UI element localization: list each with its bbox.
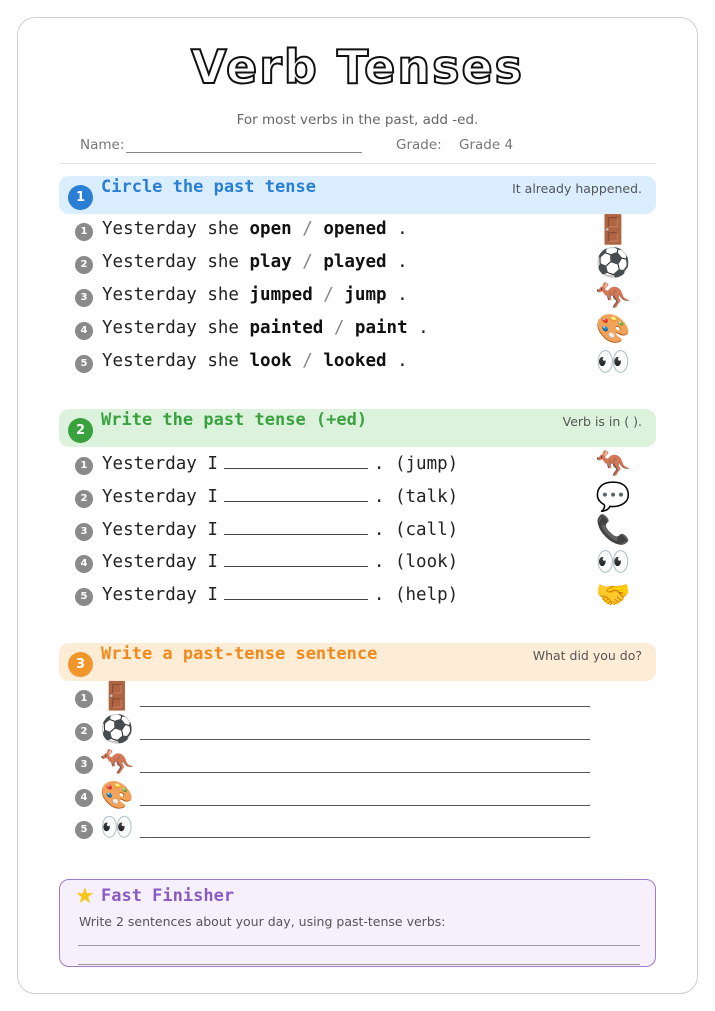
- sentence: Yesterday she look / looked .: [102, 351, 408, 371]
- soccer-ball-icon: ⚽: [100, 714, 134, 745]
- choice-b[interactable]: played: [323, 252, 387, 272]
- palette-icon: 🎨: [595, 312, 631, 345]
- choice-a[interactable]: open: [249, 219, 292, 239]
- fast-finisher-box: [59, 879, 656, 967]
- sentence: Yesterday I . (look): [102, 552, 459, 572]
- sentence: Yesterday she jumped / jump .: [102, 285, 408, 305]
- kangaroo-icon: 🦘: [595, 447, 631, 480]
- door-icon: 🚪: [100, 681, 134, 712]
- grade-label: Grade:: [396, 137, 442, 153]
- section-2-heading: Write the past tense (+ed): [101, 410, 368, 430]
- soccer-ball-icon: ⚽: [595, 246, 631, 279]
- palette-icon: 🎨: [100, 780, 134, 811]
- answer-blank[interactable]: [224, 486, 368, 502]
- phone-icon: 📞: [595, 513, 631, 546]
- sentence-line[interactable]: [140, 739, 590, 740]
- item-number: 4: [75, 555, 93, 573]
- section-2-hint: Verb is in ( ).: [562, 414, 642, 429]
- header-divider: [59, 163, 656, 164]
- circle-item: [75, 246, 635, 279]
- section-3-banner: [59, 643, 656, 681]
- name-label: Name:: [80, 137, 125, 153]
- choice-b[interactable]: opened: [323, 219, 387, 239]
- name-grade-row: [80, 137, 640, 157]
- item-number: 2: [75, 256, 93, 274]
- circle-item: [75, 345, 635, 378]
- answer-blank[interactable]: [224, 519, 368, 535]
- answer-blank[interactable]: [224, 551, 368, 567]
- name-field[interactable]: [126, 152, 362, 153]
- section-1-heading: Circle the past tense: [101, 177, 316, 197]
- item-number: 4: [75, 322, 93, 340]
- fill-item: [75, 545, 635, 578]
- circle-item: [75, 279, 635, 312]
- item-number: 2: [75, 723, 93, 741]
- choice-a[interactable]: play: [249, 252, 292, 272]
- item-number: 5: [75, 821, 93, 839]
- kangaroo-icon: 🦘: [595, 279, 631, 312]
- sentence-line[interactable]: [140, 805, 590, 806]
- star-icon: ★: [75, 884, 95, 909]
- writing-line[interactable]: [78, 945, 640, 946]
- item-number: 1: [75, 690, 93, 708]
- sentence: Yesterday she open / opened .: [102, 219, 408, 239]
- answer-blank[interactable]: [224, 584, 368, 600]
- section-3-number: 3: [68, 652, 93, 677]
- item-number: 5: [75, 355, 93, 373]
- speech-bubble-icon: 💬: [595, 480, 631, 513]
- sentence-line[interactable]: [140, 837, 590, 838]
- section-3-heading: Write a past-tense sentence: [101, 644, 378, 664]
- fast-finisher-heading: Fast Finisher: [101, 886, 235, 906]
- sentence-line[interactable]: [140, 772, 590, 773]
- page-subtitle: For most verbs in the past, add -ed.: [236, 112, 479, 128]
- fill-item: [75, 447, 635, 480]
- fill-item: [75, 578, 635, 611]
- writing-line[interactable]: [78, 964, 640, 965]
- kangaroo-icon: 🦘: [100, 747, 134, 778]
- section-2-number: 2: [68, 418, 93, 443]
- page-title: Verb Tenses: [190, 40, 525, 94]
- circle-item: [75, 312, 635, 345]
- fast-finisher-instructions: Write 2 sentences about your day, using past-tense verbs:: [79, 914, 446, 929]
- section-1-number: 1: [68, 185, 93, 210]
- sentence: Yesterday I . (talk): [102, 487, 459, 507]
- fill-item: [75, 480, 635, 513]
- eyes-icon: 👀: [100, 812, 134, 843]
- door-icon: 🚪: [595, 213, 631, 246]
- item-number: 4: [75, 789, 93, 807]
- sentence: Yesterday I . (help): [102, 585, 459, 605]
- eyes-icon: 👀: [595, 545, 631, 578]
- item-number: 5: [75, 588, 93, 606]
- item-number: 3: [75, 756, 93, 774]
- section-1-hint: It already happened.: [512, 181, 642, 196]
- fill-item: [75, 513, 635, 546]
- choice-a[interactable]: jumped: [249, 285, 313, 305]
- circle-item: [75, 213, 635, 246]
- item-number: 2: [75, 490, 93, 508]
- section-1-banner: [59, 176, 656, 214]
- choice-b[interactable]: paint: [354, 318, 408, 338]
- choice-a[interactable]: look: [249, 351, 292, 371]
- sentence: Yesterday she play / played .: [102, 252, 408, 272]
- sentence: Yesterday I . (jump): [102, 454, 459, 474]
- sentence: Yesterday I . (call): [102, 520, 459, 540]
- sentence: Yesterday she painted / paint .: [102, 318, 429, 338]
- item-number: 1: [75, 223, 93, 241]
- grade-value: Grade 4: [459, 137, 514, 153]
- item-number: 3: [75, 523, 93, 541]
- section-2-banner: [59, 409, 656, 447]
- item-number: 1: [75, 457, 93, 475]
- eyes-icon: 👀: [595, 345, 631, 378]
- section-3-hint: What did you do?: [532, 648, 642, 663]
- answer-blank[interactable]: [224, 453, 368, 469]
- choice-b[interactable]: jump: [344, 285, 387, 305]
- item-number: 3: [75, 289, 93, 307]
- sentence-line[interactable]: [140, 706, 590, 707]
- handshake-icon: 🤝: [595, 578, 631, 611]
- choice-a[interactable]: painted: [249, 318, 324, 338]
- choice-b[interactable]: looked: [323, 351, 387, 371]
